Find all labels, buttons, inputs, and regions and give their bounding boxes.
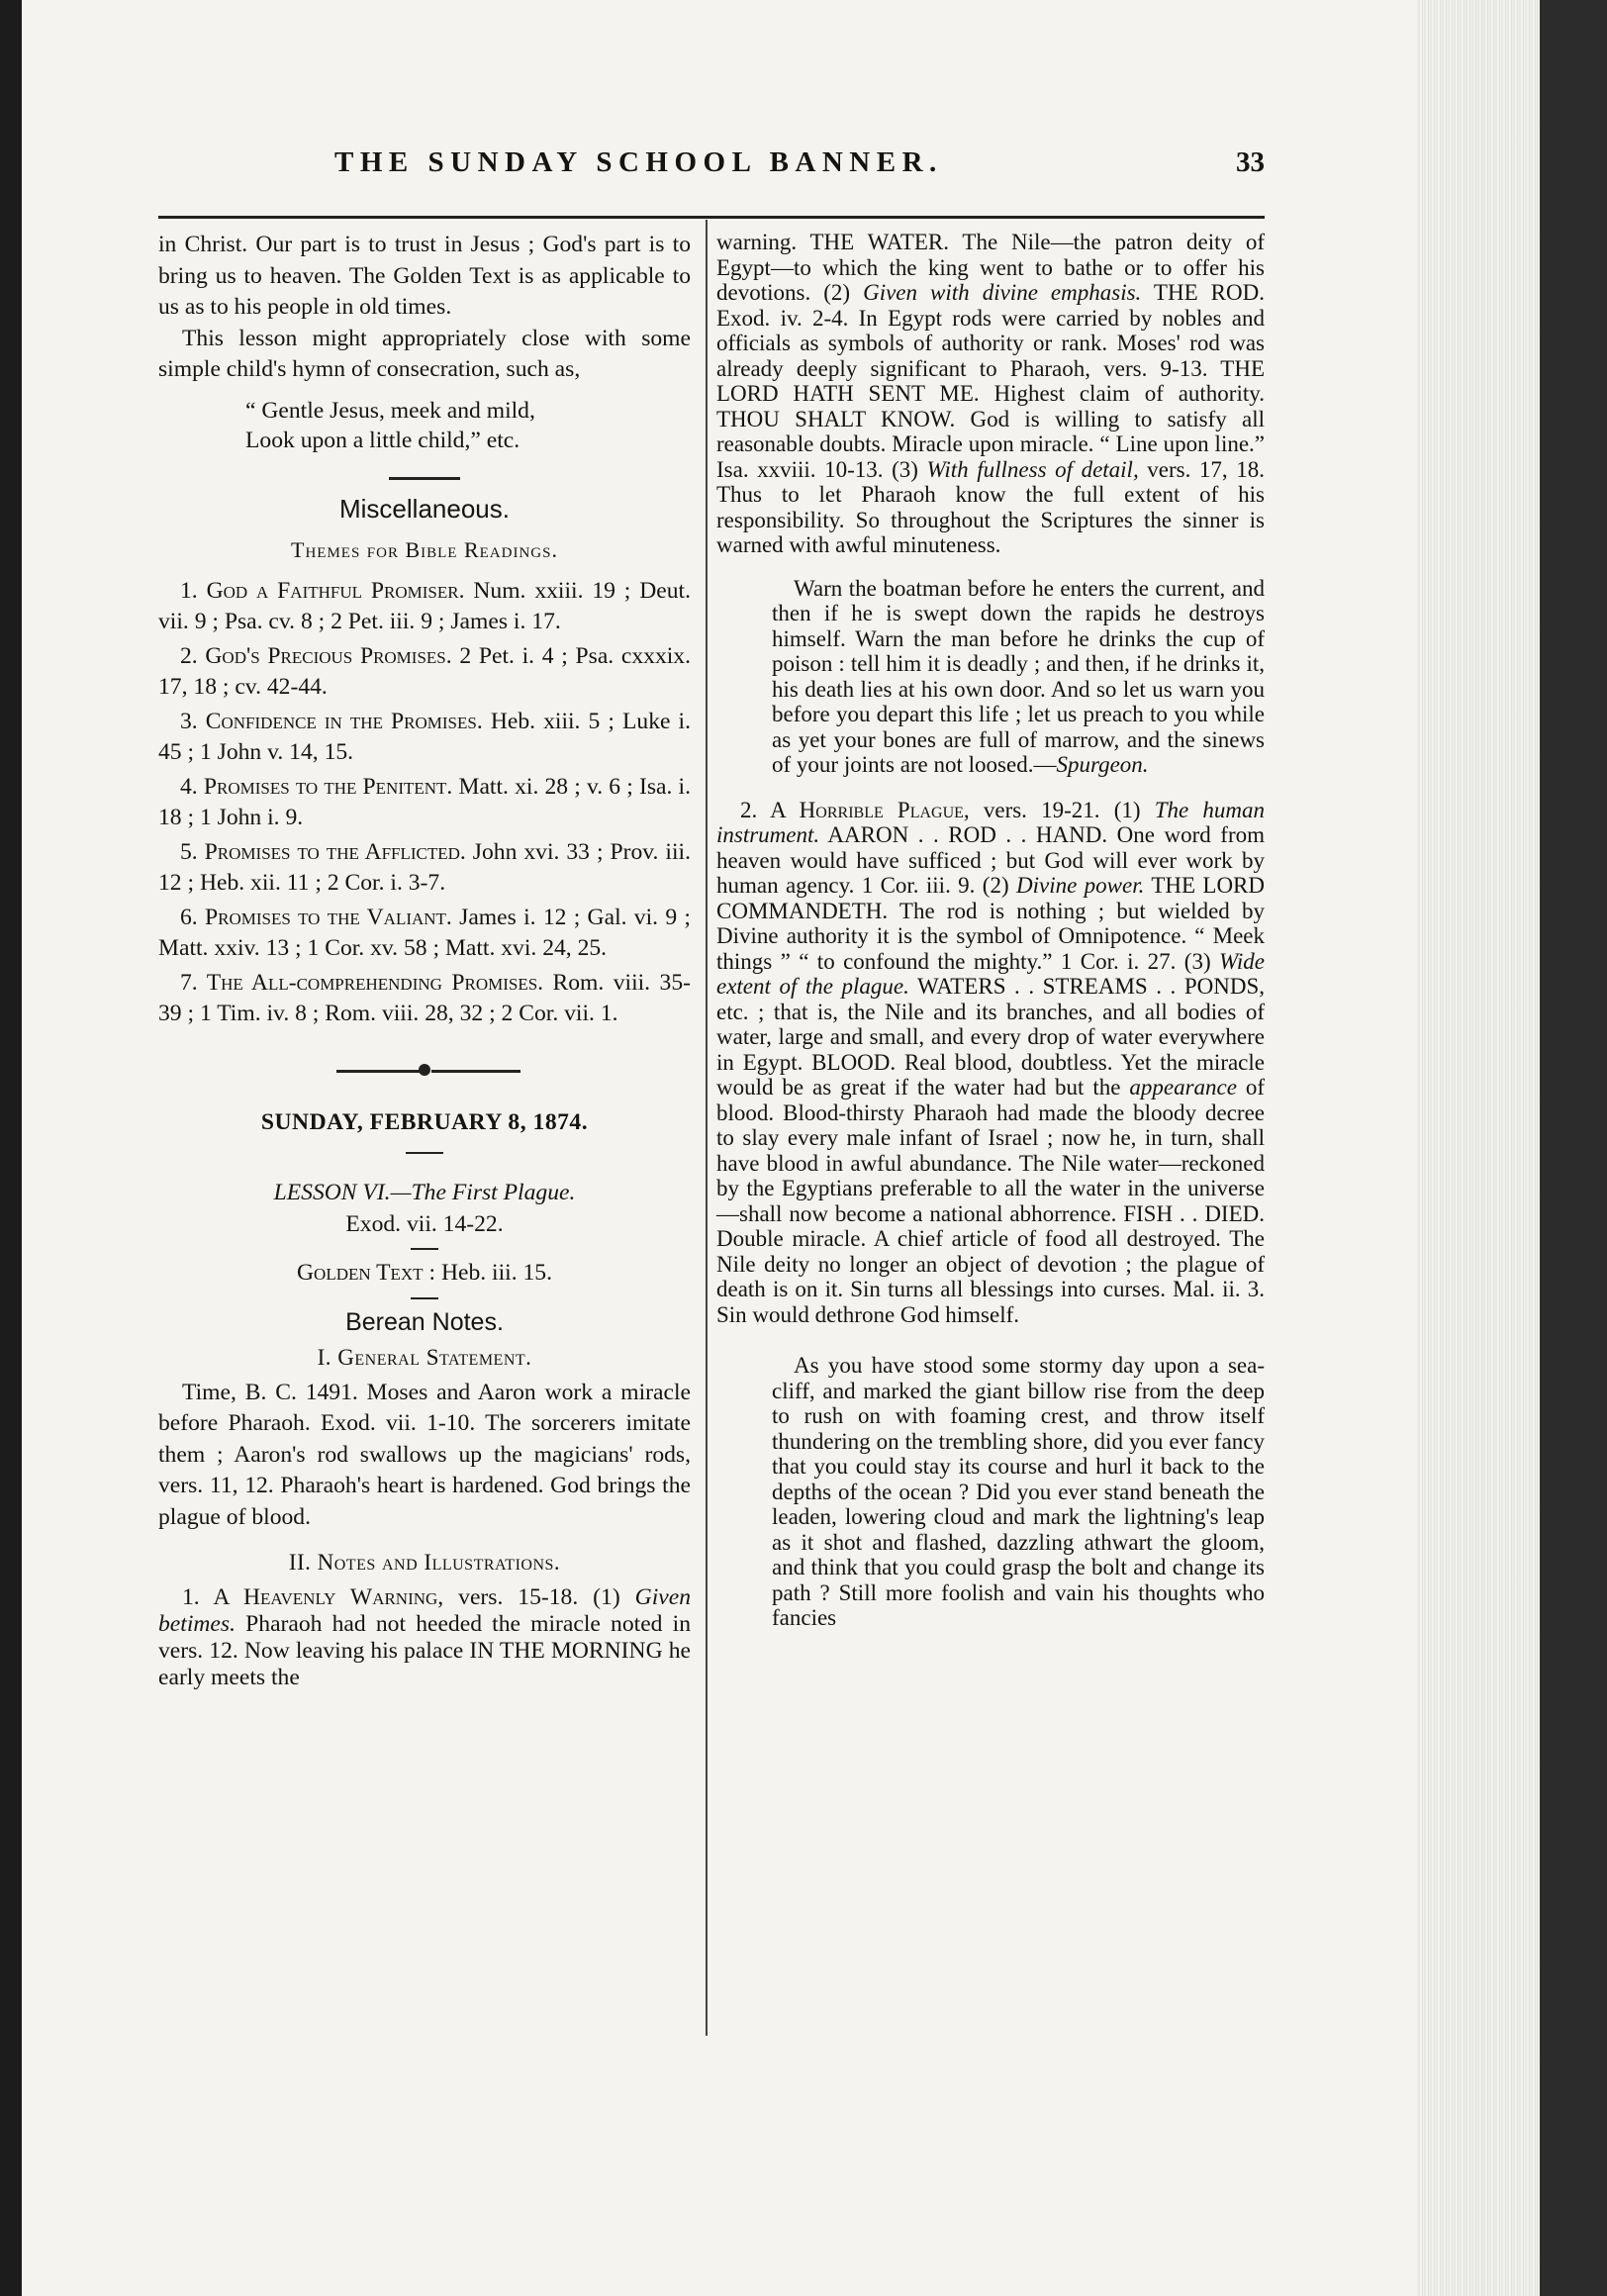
theme-label: 1. God a Faithful Promiser.: [180, 577, 465, 604]
right-text: THE LORD COMMANDETH. The rod is nothing ; but wielded by Divine authority it is the symbol of Omnipotence. “ Meek things ” “ to confound the mighty.” 1 Cor. i. 27. (3): [716, 873, 1266, 974]
right-text: vers. 17, 18. Thus to let Pharaoh know the full extent of his responsibility. So throughout the Scriptures the sinner is warned with awful minuteness.: [716, 456, 1265, 557]
right-text: WATERS . . STREAMS . . PONDS, etc. ; that is, the Nile and its branches, and all bodies of water, large and small, and every drop of water everywhere in Egypt. BLOOD. Real blood, doubtless. Yet the miracle would be as great if the water had but the: [716, 974, 1265, 1100]
background-right: [1540, 0, 1607, 2296]
hymn-quote: [245, 396, 691, 455]
theme-refs: Heb. xiii. 5 ; Luke i. 45 ; 1 John v. 14, 15.: [158, 708, 692, 765]
theme-refs: Num. xxiii. 19 ; Deut. vii. 9 ; Psa. cv. 8 ; 2 Pet. iii. 9 ; James i. 17.: [158, 577, 691, 634]
lesson-title: [158, 1178, 691, 1209]
ornament-line-right: [431, 1070, 520, 1073]
golden-text: [158, 1258, 691, 1290]
right-italic: Divine power.: [1016, 873, 1145, 898]
date-heading: SUNDAY, FEBRUARY 8, 1874.: [260, 1108, 589, 1135]
right-text: AARON . . ROD . . HAND. One word from heaven would have sufficed ; but God will ever work by human agency. 1 Cor. iii. 9. (2): [716, 822, 1265, 898]
lesson-reference: Exod. vii. 14-22.: [345, 1210, 504, 1237]
small-rule: [411, 1248, 438, 1250]
hymn-line-2: Look upon a little child,” etc.: [245, 427, 520, 453]
note-2-verses: vers. 19-21. (1): [983, 797, 1141, 822]
berean-notes-heading: Berean Notes.: [345, 1307, 504, 1336]
theme-entry-5: [158, 837, 691, 900]
note-2: [716, 798, 1265, 1328]
right-italic: The human instrument.: [716, 797, 1265, 847]
spurgeon-quote: [772, 576, 1265, 778]
right-italic: Given with divine emphasis.: [863, 280, 1142, 305]
right-column: [716, 230, 1265, 1643]
theme-label: 7. The All-comprehending Promises.: [180, 969, 544, 996]
theme-entry-2: [158, 641, 691, 704]
ornamental-divider: [158, 1048, 691, 1098]
theme-entry-1: [158, 576, 691, 638]
theme-entry-3: [158, 707, 691, 769]
right-italic: Wide extent of the plague.: [716, 948, 1265, 999]
left-para-2: This lesson might appropriately close with some simple child's hymn of consecration, such as,: [158, 325, 691, 382]
theme-entry-6: [158, 903, 691, 965]
ornament-line-left: [336, 1070, 425, 1073]
small-rule: [406, 1152, 443, 1154]
golden-text-ref: Heb. iii. 15.: [440, 1260, 552, 1286]
lesson-prefix: LESSON VI.—: [273, 1180, 412, 1205]
lesson-name: The First Plague.: [411, 1180, 576, 1205]
theme-refs: Matt. xi. 28 ; v. 6 ; Isa. i. 18 ; 1 John i. 9.: [158, 773, 691, 830]
sea-cliff-quote: [772, 1353, 1265, 1631]
notes-heading: II. Notes and Illustrations.: [288, 1550, 561, 1575]
right-para-1: [716, 230, 1265, 558]
theme-refs: Rom. viii. 35-39 ; 1 Tim. iv. 8 ; Rom. viii. 28, 32 ; 2 Cor. vii. 1.: [158, 969, 691, 1026]
note-1: [158, 1584, 691, 1691]
theme-refs: John xvi. 33 ; Prov. iii. 12 ; Heb. xii. 11 ; 2 Cor. i. 3-7.: [158, 838, 691, 896]
page-number: 33: [1236, 146, 1265, 178]
running-head: THE SUNDAY SCHOOL BANNER.: [334, 146, 943, 178]
page-stack-edge: [1417, 0, 1540, 2296]
themes-heading: Themes for Bible Readings.: [291, 537, 558, 562]
general-statement: Time, B. C. 1491. Moses and Aaron work a miracle before Pharaoh. Exod. vii. 1-10. The sorcerers imitate them ; Aaron's rod swallows up the magicians' rods, vers. 11, 12. Pharaoh's heart is hardened. God brings the plague of blood.: [158, 1379, 691, 1530]
small-rule: [411, 1297, 438, 1299]
theme-label: 4. Promises to the Penitent.: [180, 773, 453, 800]
themes-list: [158, 576, 691, 1030]
right-text: of blood. Blood-thirsty Pharaoh had made the bloody decree to slay every male infant of Israel ; now he, in turn, shall have blood in awful abundance. The Nile water—reckoned by the Egyptians preferable to all the water in the universe—shall now become a national abhorrence. FISH . . DIED. Double miracle. A chief article of food all destroyed. The Nile deity no longer an object of devotion ; the plague of death is on it. Sin turns all blessings into curses. Mal. ii. 3. Sin would dethrone God himself.: [716, 1075, 1266, 1327]
theme-entry-7: [158, 968, 691, 1030]
hymn-line-1: “ Gentle Jesus, meek and mild,: [245, 397, 535, 424]
miscellaneous-heading: Miscellaneous.: [339, 493, 510, 524]
header-rule: [158, 216, 1265, 219]
note-2-label: 2. A Horrible Plague,: [740, 797, 970, 822]
theme-label: 5. Promises to the Afflicted.: [180, 838, 466, 865]
right-italic: appearance: [1129, 1075, 1237, 1100]
quote-text: As you have stood some stormy day upon a sea-cliff, and marked the giant billow rise from the deep to rush on with foaming crest, and throw itself thundering on the trembling shore, did you ever fancy that you could stay its course and hurl it back to the depths of the ocean ? Did you ever stand beneath the leaden, lowering cloud and mark the lightning's leap as it shot and flashed, dazzling athwart the gloom, and think that you could grasp the bolt and change its path ? Still more foolish and vain his thoughts who fancies: [772, 1353, 1265, 1630]
note-1-italic: Given betimes.: [158, 1583, 691, 1637]
theme-refs: James i. 12 ; Gal. vi. 9 ; Matt. xxiv. 13 ; 1 Cor. xv. 58 ; Matt. xvi. 24, 25.: [158, 904, 691, 961]
theme-label: 3. Confidence in the Promises.: [180, 708, 483, 734]
golden-text-label: Golden Text :: [297, 1260, 436, 1286]
theme-label: 2. God's Precious Promises.: [180, 642, 452, 669]
section-rule: [389, 477, 460, 480]
quote-text: Warn the boatman before he enters the current, and then if he is swept down the rapids he destroys himself. Warn the man before he drinks the cup of poison : tell him it is deadly ; and then, if he drinks it, his death lies at his own door. And so let us warn you before you depart this life ; let us preach to you while as yet your bones are full of marrow, and the sinews of your joints are not loosed.—: [772, 575, 1265, 777]
column-divider: [706, 220, 708, 2036]
note-1-text: Pharaoh had not heeded the miracle noted in vers. 12. Now leaving his palace IN THE MORNING he early meets the: [158, 1610, 691, 1690]
general-statement-heading: I. General Statement.: [317, 1345, 532, 1370]
page-header: [127, 146, 1265, 190]
theme-label: 6. Promises to the Valiant.: [180, 904, 452, 930]
theme-refs: 2 Pet. i. 4 ; Psa. cxxxix. 17, 18 ; cv. 42-44.: [158, 642, 691, 700]
note-1-label: 1. A Heavenly Warning,: [182, 1583, 444, 1610]
right-text: warning. THE WATER. The Nile—the patron deity of Egypt—to which the king went to bathe or to offer his devotions. (2): [716, 230, 1265, 305]
right-text: THE ROD. Exod. iv. 2-4. In Egypt rods were carried by nobles and officials as symbols of authority or rank. Moses' rod was already deeply significant to Pharaoh, vers. 9-13. THE LORD HATH SENT ME. Highest claim of authority. THOU SHALT KNOW. God is willing to satisfy all reasonable doubts. Miracle upon miracle. “ Line upon line.” Isa. xxviii. 10-13. (3): [716, 280, 1265, 482]
book-binding-edge: [0, 0, 22, 2296]
left-para-1: in Christ. Our part is to trust in Jesus ; God's part is to bring us to heaven. The Golden Text is as applicable to us as to his people in old times.: [158, 232, 691, 320]
left-column: [158, 230, 691, 1691]
theme-entry-4: [158, 772, 691, 834]
ornament-dot: [419, 1064, 430, 1076]
quote-attribution: Spurgeon.: [1056, 752, 1149, 777]
note-1-verses: vers. 15-18. (1): [458, 1583, 620, 1610]
right-italic: With fullness of detail,: [926, 456, 1139, 482]
